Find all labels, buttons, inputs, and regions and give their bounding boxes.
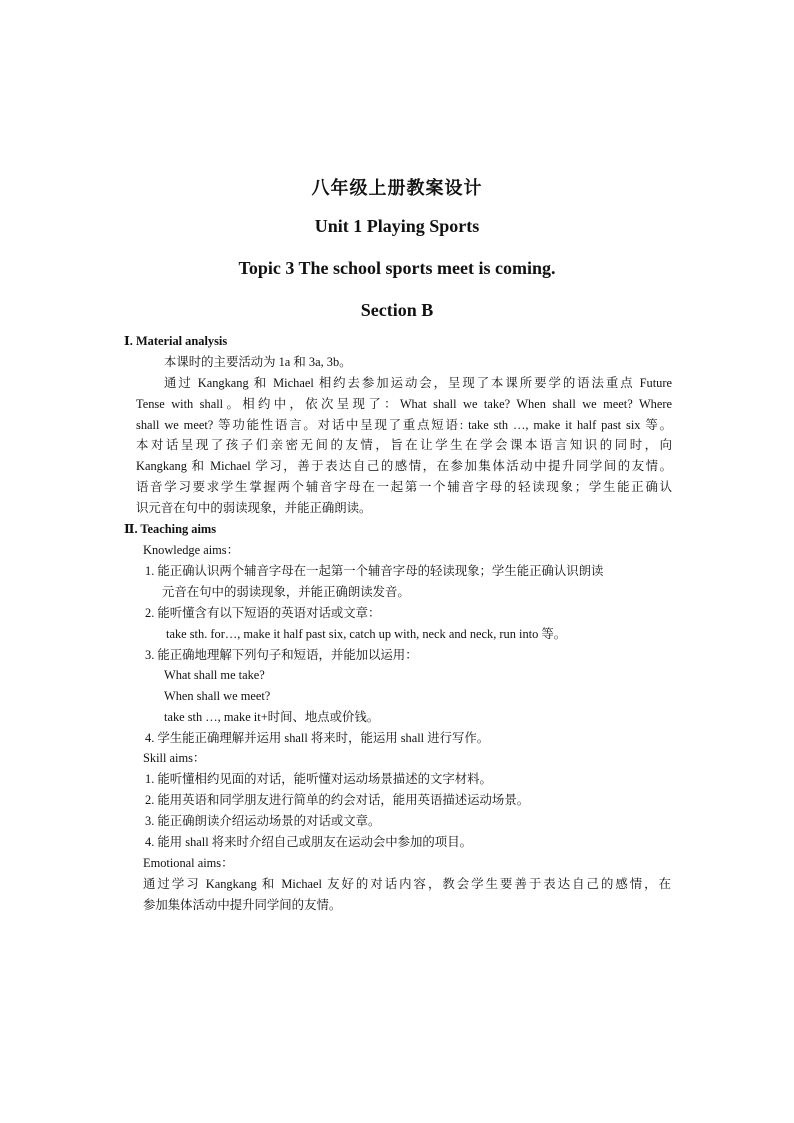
paragraph-line: 语音学习要求学生掌握两个辅音字母在一起第一个辅音字母的轻读现象；学生能正确认	[136, 480, 672, 494]
unit-title: Unit 1 Playing Sports	[314, 216, 480, 236]
material-analysis-heading: Ⅰ. Material analysis	[124, 334, 228, 348]
paragraph-line: Tense with shall。相约中，依次呈现了：What shall we take? When shall we meet? Where	[136, 397, 672, 411]
knowledge-aim-item: When shall we meet?	[164, 689, 271, 703]
knowledge-aim-item: 1. 能正确认识两个辅音字母在一起第一个辅音字母的轻读现象；学生能正确认识朗读	[145, 564, 604, 578]
knowledge-aim-item: take sth …, make it+时间、地点或价钱。	[164, 710, 380, 724]
paragraph-line: 识元音在句中的弱读现象，并能正确朗读。	[136, 501, 372, 515]
topic-title: Topic 3 The school sports meet is coming.	[238, 258, 556, 278]
paragraph-line: Kangkang 和 Michael 学习，善于表达自己的感情，在参加集体活动中提升同学间的友情。	[136, 459, 672, 473]
emotional-aim-line: 参加集体活动中提升同学间的友情。	[143, 898, 342, 912]
skill-aim-item: 4. 能用 shall 将来时介绍自己或朋友在运动会中参加的项目。	[145, 835, 472, 849]
emotional-aims-label: Emotional aims：	[143, 856, 234, 870]
knowledge-aim-item: 4. 学生能正确理解并运用 shall 将来时，能运用 shall 进行写作。	[145, 731, 490, 745]
teaching-aims-heading: Ⅱ. Teaching aims	[124, 522, 217, 536]
knowledge-aim-item: 2. 能听懂含有以下短语的英语对话或文章：	[145, 606, 381, 620]
paragraph-line: 通过 Kangkang 和 Michael 相约去参加运动会，呈现了本课所要学的语法重点 Future	[164, 376, 672, 390]
knowledge-aim-item: 元音在句中的弱读现象，并能正确朗读发音。	[162, 585, 410, 599]
paragraph-line: shall we meet? 等功能性语言。对话中呈现了重点短语: take sth …, make it half past six 等。	[136, 418, 672, 432]
knowledge-aim-item: take sth. for…, make it half past six, catch up with, neck and neck, run into 等。	[166, 627, 567, 641]
knowledge-aims-label: Knowledge aims：	[143, 543, 240, 557]
skill-aim-item: 3. 能正确朗读介绍运动场景的对话或文章。	[145, 814, 381, 828]
document-title: 八年级上册教案设计	[311, 178, 483, 199]
section-title: Section B	[360, 300, 434, 320]
paragraph-line: 本对话呈现了孩子们亲密无间的友情，旨在让学生在学会课本语言知识的同时，向	[136, 438, 672, 452]
knowledge-aim-item: What shall me take?	[164, 668, 265, 682]
knowledge-aim-item: 3. 能正确地理解下列句子和短语，并能加以运用：	[145, 648, 418, 662]
emotional-aim-line: 通过学习 Kangkang 和 Michael 友好的对话内容，教会学生要善于表达自己的感情，在	[143, 877, 671, 891]
skill-aim-item: 2. 能用英语和同学朋友进行简单的约会对话，能用英语描述运动场景。	[145, 793, 530, 807]
skill-aim-item: 1. 能听懂相约见面的对话，能听懂对运动场景描述的文字材料。	[145, 772, 492, 786]
paragraph-line: 本课时的主要活动为 1a 和 3a, 3b。	[164, 355, 352, 369]
skill-aims-label: Skill aims：	[143, 751, 206, 765]
